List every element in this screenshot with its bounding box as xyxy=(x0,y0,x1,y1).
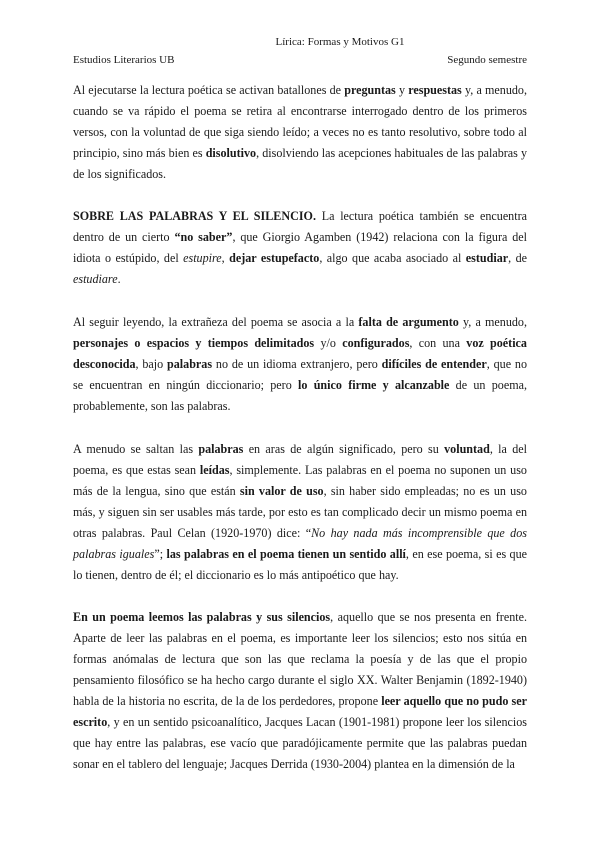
text-run: La lectura poética también se encuentra dentro de un cierto xyxy=(73,209,527,244)
paragraph xyxy=(73,607,527,775)
bold-text: leer aquello que no pudo ser escrito xyxy=(73,694,527,729)
bold-text: difíciles de entender xyxy=(381,357,487,371)
text-run: y, a menudo, cuando se va rápido el poema se retira al encontrarse interrogado dentro de los primeros versos, con la voluntad de que siga siendo leído; a veces no es tanto resolutivo, sobre todo al principio, sino más bien es xyxy=(73,83,527,160)
paragraph xyxy=(73,206,527,290)
bold-text: palabras xyxy=(198,442,244,456)
text-run: , con una xyxy=(409,336,467,350)
text-run: , de xyxy=(508,251,528,265)
bold-text: En un poema leemos las palabras y sus silencios xyxy=(73,610,331,624)
text-run: , que no se encuentran en ningún diccionario; pero xyxy=(73,357,528,392)
document-body xyxy=(73,80,527,796)
text-run: de un poema, probablemente, son las palabras. xyxy=(73,378,527,413)
italic-text: estudiare xyxy=(73,272,118,286)
bold-text: palabras xyxy=(167,357,213,371)
bold-text: SOBRE LAS PALABRAS Y EL SILENCIO. xyxy=(73,209,316,223)
header-row xyxy=(73,54,527,66)
header-left: Estudios Literarios UB xyxy=(73,54,175,66)
text-run: , sin haber sido empleadas; no es un uso más, y siguen sin ser usables más tarde, por esto es tan complicado decir un mismo poema en otras palabras. Paul Celan (1920-1970) dice: “ xyxy=(73,484,527,540)
text-run: y/o xyxy=(314,336,343,350)
text-run: y, a menudo, xyxy=(458,315,527,329)
bold-text: leídas xyxy=(199,463,230,477)
text-run: , simplemente. Las palabras en el poema no suponen un uso más de la lengua, sino que están xyxy=(73,463,527,498)
text-run: A menudo se saltan las xyxy=(73,442,199,456)
text-run: no de un idioma extranjero, pero xyxy=(212,357,382,371)
italic-text: No hay nada más incomprensible que dos palabras iguales xyxy=(73,526,527,561)
text-run: , en ese poema, si es que lo tienen, dentro de él; el diccionario es lo más antipoético que hay. xyxy=(73,547,527,582)
text-run: , la del poema, es que estas sean xyxy=(73,442,527,477)
text-run: Al seguir leyendo, la extrañeza del poema se asocia a la xyxy=(73,315,359,329)
text-run: . xyxy=(117,272,121,286)
bold-text: respuestas xyxy=(408,83,462,97)
bold-text: lo único firme y alcanzable xyxy=(298,378,450,392)
text-run: y xyxy=(395,83,409,97)
bold-text: estudiar xyxy=(465,251,509,265)
bold-text: falta de argumento xyxy=(358,315,459,329)
text-run: , que Giorgio Agamben (1942) relaciona con la figura del idiota o estúpido, del xyxy=(73,230,528,265)
header-title: Lírica: Formas y Motivos G1 xyxy=(275,36,405,48)
paragraph xyxy=(73,312,527,417)
paragraph xyxy=(73,80,527,185)
bold-text: sin valor de uso xyxy=(239,484,324,498)
text-run: , aquello que se nos presenta en frente. Aparte de leer las palabras en el poema, es importante leer los silencios; esto nos sitúa en formas anómalas de lectura que son las que reclama la poesía y de las que el propio pensamiento filosófico se ha hecho cargo durante el siglo XX. Walter Benjamin (1892-1940) habla de la historia no escrita, de la de los perdedores, propone xyxy=(73,610,528,708)
bold-text: las palabras en el poema tienen un sentido allí xyxy=(166,547,406,561)
bold-text: dejar estupefacto xyxy=(229,251,320,265)
italic-text: estupire xyxy=(183,251,222,265)
text-run: , disolviendo las acepciones habituales de las palabras y de los significados. xyxy=(73,146,528,181)
paragraph xyxy=(73,439,527,586)
bold-text: disolutivo xyxy=(205,146,257,160)
bold-text: voluntad xyxy=(444,442,490,456)
text-run: ”; xyxy=(154,547,167,561)
bold-text: personajes o espacios y tiempos delimitados xyxy=(73,336,315,350)
text-run: , xyxy=(221,251,230,265)
text-run: , bajo xyxy=(135,357,168,371)
bold-text: voz poética desconocida xyxy=(73,336,527,371)
text-run: , algo que acaba asociado al xyxy=(319,251,466,265)
bold-text: preguntas xyxy=(344,83,396,97)
text-run: Al ejecutarse la lectura poética se activan batallones de xyxy=(73,83,345,97)
bold-text: “no saber” xyxy=(174,230,233,244)
text-run: , y en un sentido psicoanalítico, Jacques Lacan (1901-1981) propone leer los silencios que hay entre las palabras, ese vacío que paradójicamente permite que las palabras puedan sonar en el tablero del lenguaje; Jacques Derrida (1930-2004) plantea en la dimensión de la xyxy=(73,715,527,771)
bold-text: configurados xyxy=(342,336,410,350)
text-run: en aras de algún significado, pero su xyxy=(243,442,445,456)
header-right: Segundo semestre xyxy=(447,54,527,66)
